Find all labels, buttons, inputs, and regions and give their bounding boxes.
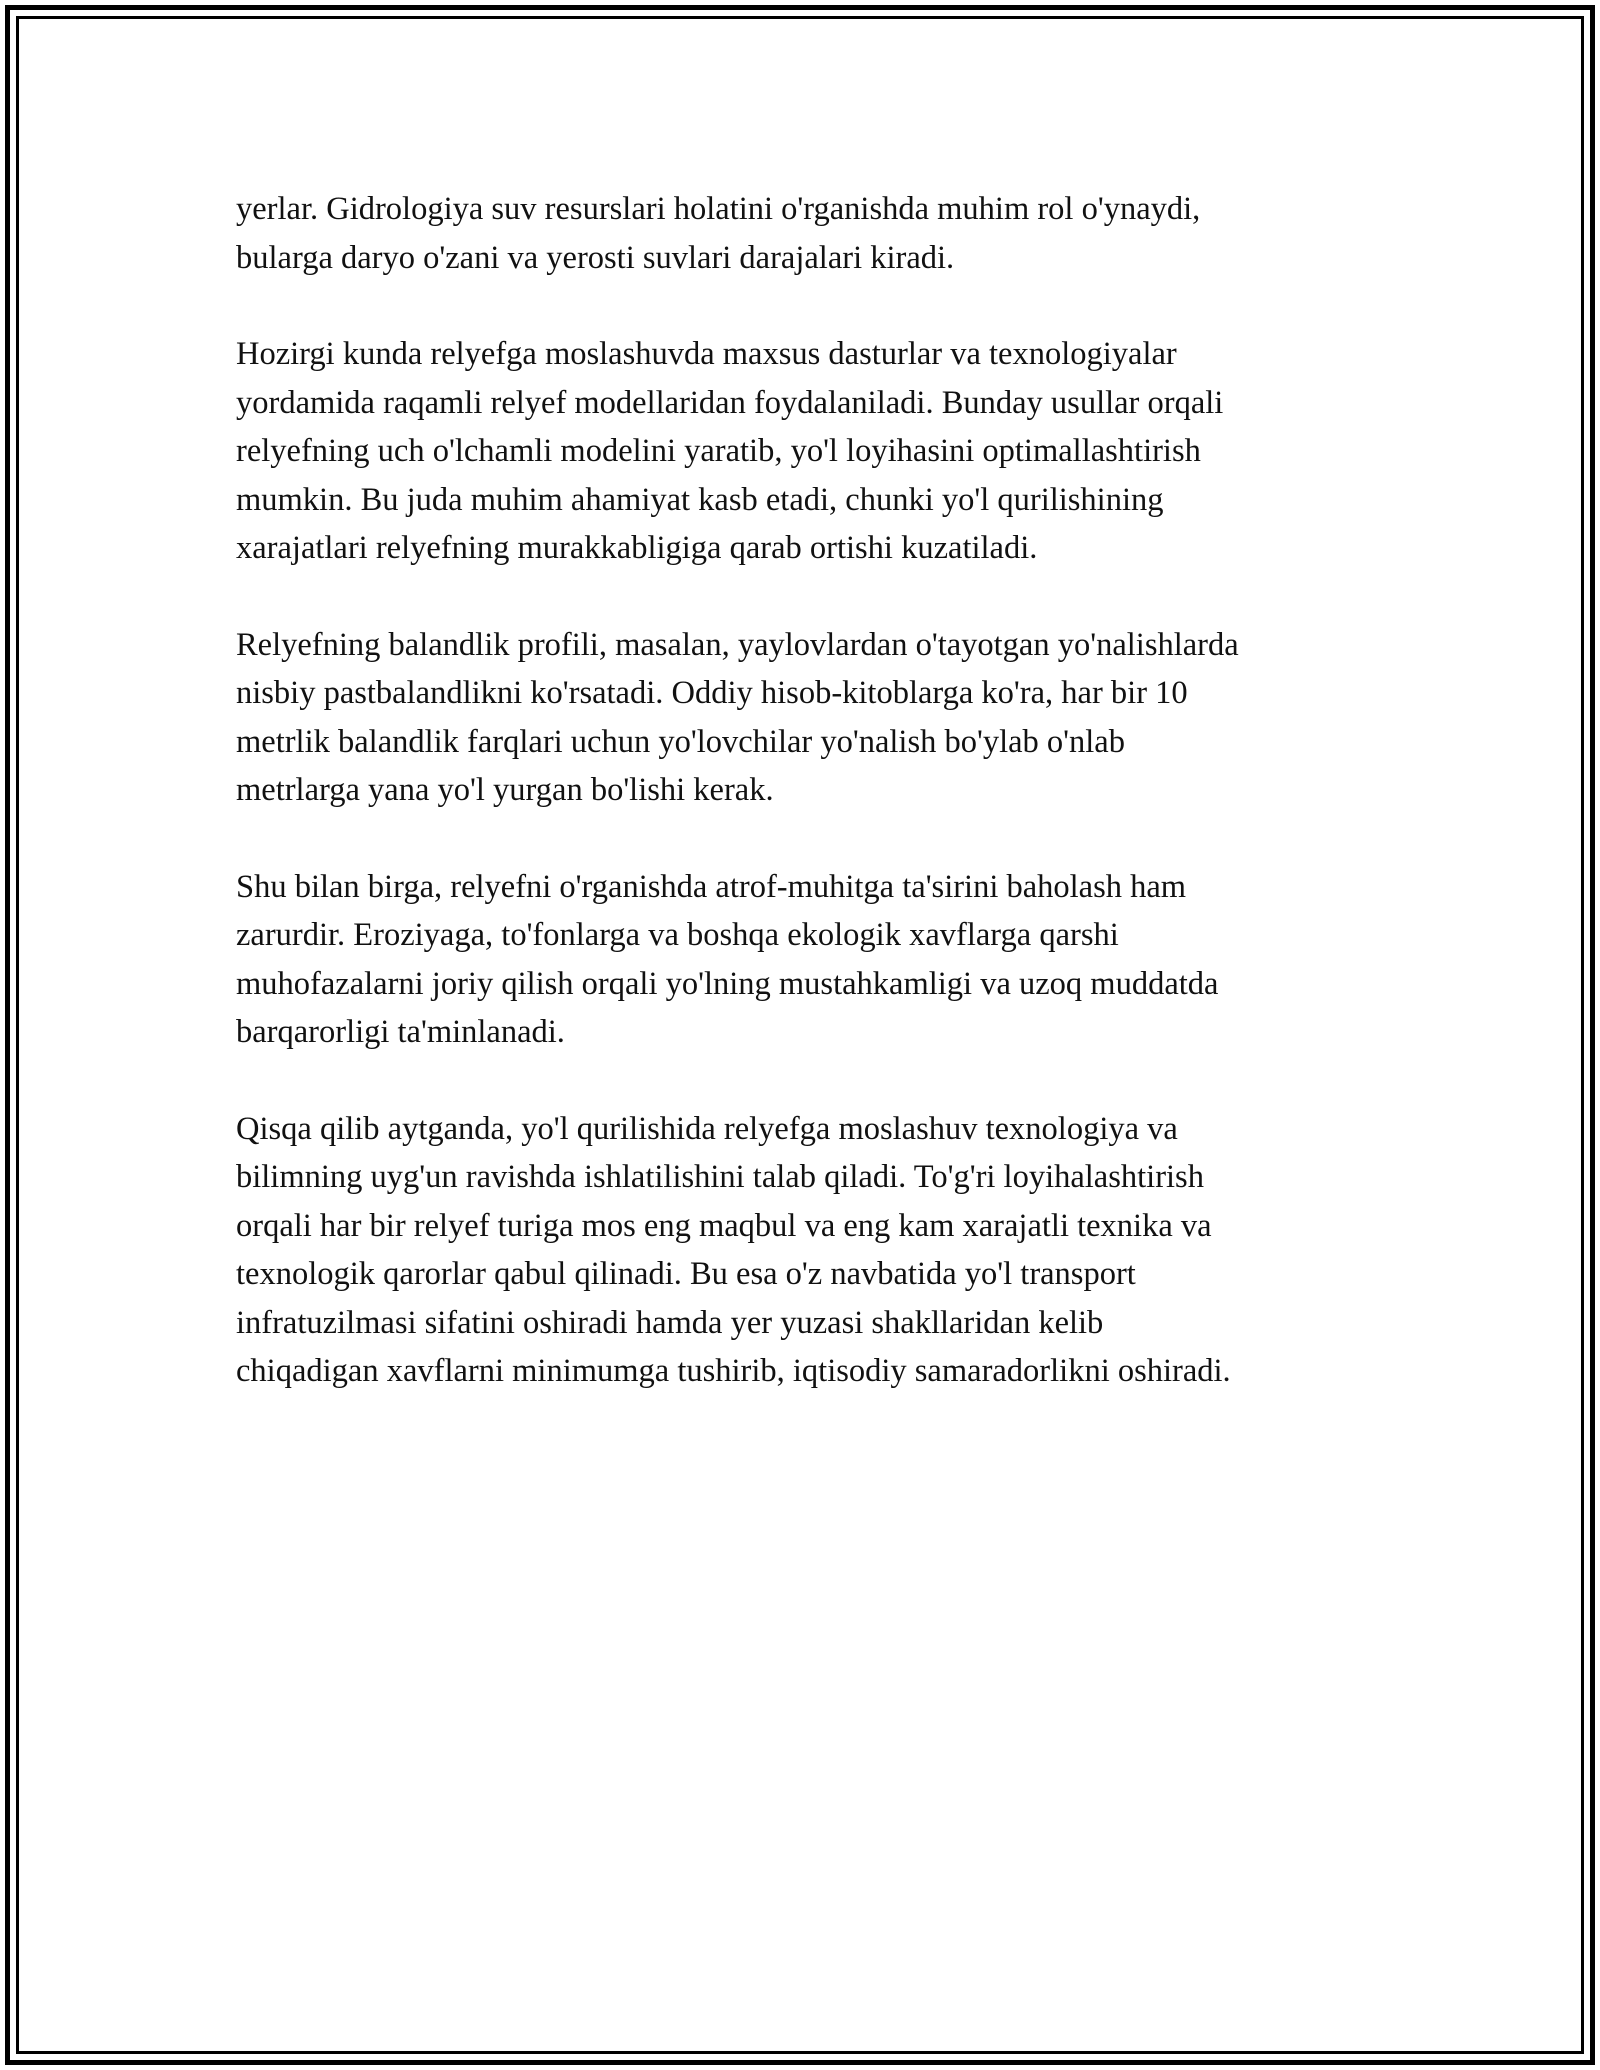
paragraph-2: Hozirgi kunda relyefga moslashuvda maxsus dasturlar va texnologiyalar yordamida raqamli relyef modellaridan foydalaniladi. Bunday usullar orqali relyefning uch o'lchamli modelini yaratib, yo'l loyihasini optimallashtirish mumkin. Bu juda muhim ahamiyat kasb etadi, chunki yo'l qurilishining xarajatlari relyefning murakkabligiga qarab ortishi kuzatiladi. <box>236 336 1224 566</box>
paragraph-1: yerlar. Gidrologiya suv resurslari holatini o'rganishda muhim rol o'ynaydi, bularga daryo o'zani va yerosti suvlari darajalari kiradi. <box>236 191 1201 276</box>
paragraph-4: Shu bilan birga, relyefni o'rganishda atrof-muhitga ta'sirini baholash ham zarurdir. Eroziyaga, to'fonlarga va boshqa ekologik xavflarga qarshi muhofazalarni joriy qilish orqali yo'lning mustahkamligi va uzoq muddatda barqarorligi ta'minlanadi. <box>236 868 1219 1050</box>
paragraph-5: Qisqa qilib aytganda, yo'l qurilishida relyefga moslashuv texnologiya va bilimning uyg'un ravishda ishlatilishini talab qiladi. To'g'ri loyihalashtirish orqali har bir relyef turiga mos eng maqbul va eng kam xarajatli texnika va texnologik qarorlar qabul qilinadi. Bu esa o'z navbatida yo'l transport infratuzilmasi sifatini oshiradi hamda yer yuzasi shakllaridan kelib chiqadigan xavflarni minimumga tushirib, iqtisodiy samaradorlikni oshiradi. <box>236 1110 1231 1389</box>
document-body <box>236 185 1406 1396</box>
paragraph-3: Relyefning balandlik profili, masalan, yaylovlardan o'tayotgan yo'nalishlarda nisbiy pastbalandlikni ko'rsatadi. Oddiy hisob-kitoblarga ko'ra, har bir 10 metrlik balandlik farqlari uchun yo'lovchilar yo'nalish bo'ylab o'nlab metrlarga yana yo'l yurgan bo'lishi kerak. <box>236 626 1239 808</box>
